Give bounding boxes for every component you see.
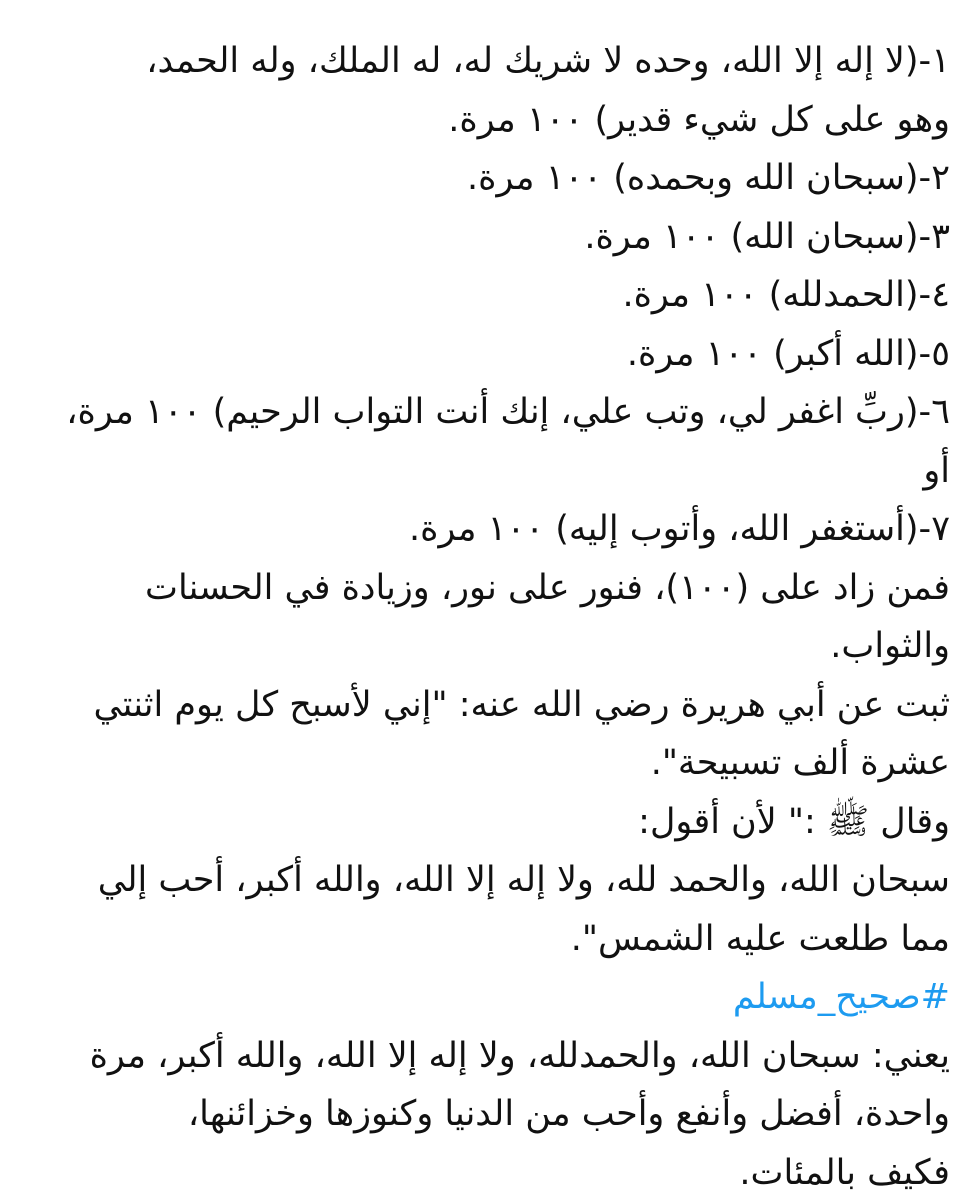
text-line: والثواب.	[22, 617, 950, 676]
text-line: سبحان الله، والحمد لله، ولا إله إلا الله، والله أكبر، أحب إلي	[22, 851, 950, 910]
text-line: يعني: سبحان الله، والحمدلله، ولا إله إلا الله، والله أكبر، مرة	[22, 1027, 950, 1086]
text-line: واحدة، أفضل وأنفع وأحب من الدنيا وكنوزها وخزائنها،	[22, 1085, 950, 1144]
text-line: ٣-(سبحان الله) ١٠٠ مرة.	[22, 208, 950, 267]
text-line: وقال ﷺ :" لأن أقول:	[22, 793, 950, 852]
text-line: أو	[22, 442, 950, 501]
hashtag-link[interactable]: #صحيح_مسلم	[733, 977, 950, 1017]
text-line: ثبت عن أبي هريرة رضي الله عنه: "إني لأسبح كل يوم اثنتي	[22, 676, 950, 735]
text-line: ٦-(ربِّ اغفر لي، وتب علي، إنك أنت التواب الرحيم) ١٠٠ مرة،	[22, 383, 950, 442]
text-line: وهو على كل شيء قدير) ١٠٠ مرة.	[22, 91, 950, 150]
text-line: عشرة ألف تسبيحة".	[22, 734, 950, 793]
text-line: ٤-(الحمدلله) ١٠٠ مرة.	[22, 266, 950, 325]
text-line: فكيف بالمئات.	[22, 1144, 950, 1202]
text-line: مما طلعت عليه الشمس".	[22, 910, 950, 969]
text-line: ١-(لا إله إلا الله، وحده لا شريك له، له الملك، وله الحمد،	[22, 32, 950, 91]
text-line: ٢-(سبحان الله وبحمده) ١٠٠ مرة.	[22, 149, 950, 208]
text-line: ٥-(الله أكبر) ١٠٠ مرة.	[22, 325, 950, 384]
text-line: فمن زاد على (١٠٠)، فنور على نور، وزيادة في الحسنات	[22, 559, 950, 618]
text-line: ٧-(أستغفر الله، وأتوب إليه) ١٠٠ مرة.	[22, 500, 950, 559]
